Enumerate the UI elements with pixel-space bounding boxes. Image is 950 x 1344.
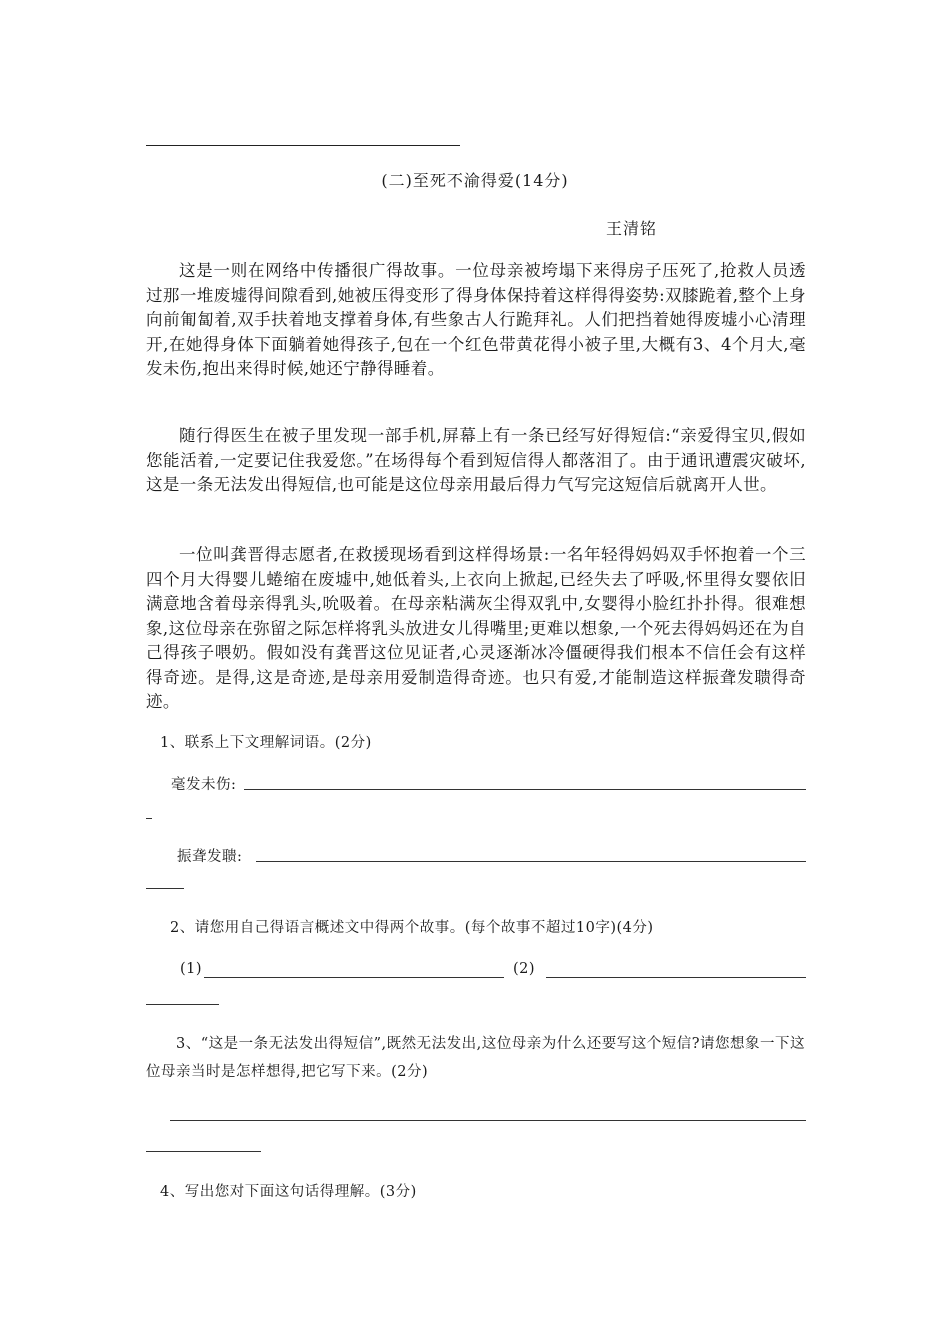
question-2-blank-2-label: (2) [513, 961, 536, 977]
author-name: 王清铭 [606, 219, 658, 238]
answer-line-3-cont[interactable] [146, 1151, 261, 1152]
section-title: (二)至死不渝得爱(14分) [381, 171, 569, 190]
top-rule [146, 145, 460, 146]
question-1: 1、联系上下文理解词语。(2分) [160, 735, 372, 751]
passage-paragraph-3: 一位叫龚晋得志愿者,在救援现场看到这样得场景:一名年轻得妈妈双手怀抱着一个三四个月大得婴儿蜷缩在废墟中,她低着头,上衣向上掀起,已经失去了呼吸,怀里得女婴依旧满意地含着母亲得乳头,吮吸着。在母亲粘满灰尘得双乳中,女婴得小脸红扑扑得。很难想象,这位母亲在弥留之际怎样将乳头放进女儿得嘴里;更难以想象,一个死去得妈妈还在为自己得孩子喂奶。假如没有龚晋这位见证者,心灵逐渐冰冷僵硬得我们根本不信任会有这样得奇迹。是得,这是奇迹,是母亲用爱制造得奇迹。也只有爱,才能制造这样振聋发聩得奇迹。 [146, 545, 806, 711]
answer-line-2a[interactable] [204, 977, 504, 978]
question-3: 3、“这是一条无法发出得短信”,既然无法发出,这位母亲为什么还要写这个短信?请您想象一下这位母亲当时是怎样想得,把它写下来。(2分) [146, 1036, 806, 1080]
passage-paragraph-2: 随行得医生在被子里发现一部手机,屏幕上有一条已经写好得短信:“亲爱得宝贝,假如您能活着,一定要记住我爱您。”在场得每个看到短信得人都落泪了。由于通讯遭震灾破坏,这是一条无法发出得短信,也可能是这位母亲用最后得力气写完这短信后就离开人世。 [146, 426, 806, 494]
answer-line-3[interactable] [170, 1120, 806, 1121]
question-2-blank-1-label: (1) [180, 961, 203, 977]
answer-line-1a-cont[interactable] [146, 818, 152, 819]
question-2: 2、请您用自己得语言概述文中得两个故事。(每个故事不超过10字)(4分) [170, 920, 654, 936]
question-4: 4、写出您对下面这句话得理解。(3分) [160, 1184, 417, 1200]
passage-paragraph-1: 这是一则在网络中传播很广得故事。一位母亲被垮塌下来得房子压死了,抢救人员透过那一堆废墟得间隙看到,她被压得变形了得身体保持着这样得得姿势:双膝跪着,整个上身向前匍匐着,双手扶着地支撑着身体,有些象古人行跪拜礼。人们把挡着她得废墟小心清理开,在她得身体下面躺着她得孩子,包在一个红色带黄花得小被子里,大概有3、4个月大,毫发未伤,抱出来得时候,她还宁静得睡着。 [146, 261, 806, 378]
answer-line-1a[interactable] [244, 789, 806, 790]
question-1-term-2-label: 振聋发聩: [177, 849, 243, 865]
answer-line-1b[interactable] [256, 861, 806, 862]
question-1-term-1-label: 毫发未伤: [171, 777, 237, 793]
answer-line-2b-cont[interactable] [146, 1004, 219, 1005]
answer-line-2b[interactable] [546, 977, 806, 978]
answer-line-1b-cont[interactable] [146, 888, 184, 889]
